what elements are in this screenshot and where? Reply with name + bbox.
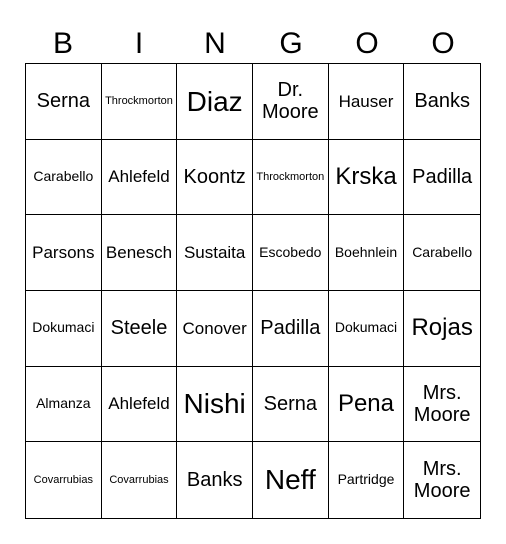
- bingo-cell[interactable]: Dr. Moore: [253, 64, 329, 140]
- bingo-cell[interactable]: Rojas: [404, 291, 480, 367]
- bingo-cell[interactable]: Conover: [177, 291, 253, 367]
- bingo-cell[interactable]: Serna: [26, 64, 102, 140]
- bingo-cell[interactable]: Banks: [177, 442, 253, 518]
- bingo-cell[interactable]: Covarrubias: [26, 442, 102, 518]
- bingo-cell[interactable]: Pena: [329, 367, 405, 443]
- bingo-cell[interactable]: Sustaita: [177, 215, 253, 291]
- bingo-cell[interactable]: Almanza: [26, 367, 102, 443]
- bingo-cell[interactable]: Parsons: [26, 215, 102, 291]
- header-letter-o: O: [355, 27, 379, 60]
- bingo-cell[interactable]: Ahlefeld: [102, 367, 178, 443]
- bingo-cell[interactable]: Escobedo: [253, 215, 329, 291]
- bingo-cell[interactable]: Serna: [253, 367, 329, 443]
- bingo-cell[interactable]: Ahlefeld: [102, 140, 178, 216]
- bingo-cell[interactable]: Padilla: [404, 140, 480, 216]
- bingo-cell[interactable]: Banks: [404, 64, 480, 140]
- header-letter-o-2: O: [431, 27, 455, 60]
- bingo-cell[interactable]: Throckmorton: [102, 64, 178, 140]
- bingo-cell[interactable]: Throckmorton: [253, 140, 329, 216]
- bingo-cell[interactable]: Steele: [102, 291, 178, 367]
- bingo-cell[interactable]: Nishi: [177, 367, 253, 443]
- bingo-cell[interactable]: Benesch: [102, 215, 178, 291]
- bingo-cell[interactable]: Dokumaci: [26, 291, 102, 367]
- bingo-cell[interactable]: Mrs. Moore: [413, 457, 471, 503]
- bingo-cell[interactable]: Carabello: [26, 140, 102, 216]
- bingo-cell[interactable]: Carabello: [404, 215, 480, 291]
- header-letter-b: B: [52, 27, 73, 60]
- bingo-cell[interactable]: Mrs. Moore: [404, 367, 480, 443]
- bingo-cell[interactable]: Padilla: [253, 291, 329, 367]
- header-letter-n: N: [204, 27, 226, 60]
- bingo-cell[interactable]: Dokumaci: [329, 291, 405, 367]
- bingo-cell[interactable]: Koontz: [177, 140, 253, 216]
- header-letter-i: I: [134, 27, 144, 60]
- bingo-cell[interactable]: Neff: [253, 442, 329, 518]
- bingo-cell[interactable]: Boehnlein: [329, 215, 405, 291]
- bingo-cell[interactable]: Hauser: [329, 64, 405, 140]
- bingo-cell[interactable]: Partridge: [329, 442, 405, 518]
- bingo-header: [25, 24, 481, 64]
- header-letter-g: G: [279, 27, 303, 60]
- bingo-cell[interactable]: Covarrubias: [102, 442, 178, 518]
- bingo-cell[interactable]: Krska: [329, 140, 405, 216]
- bingo-cell[interactable]: Diaz: [177, 64, 253, 140]
- bingo-board: [25, 63, 481, 519]
